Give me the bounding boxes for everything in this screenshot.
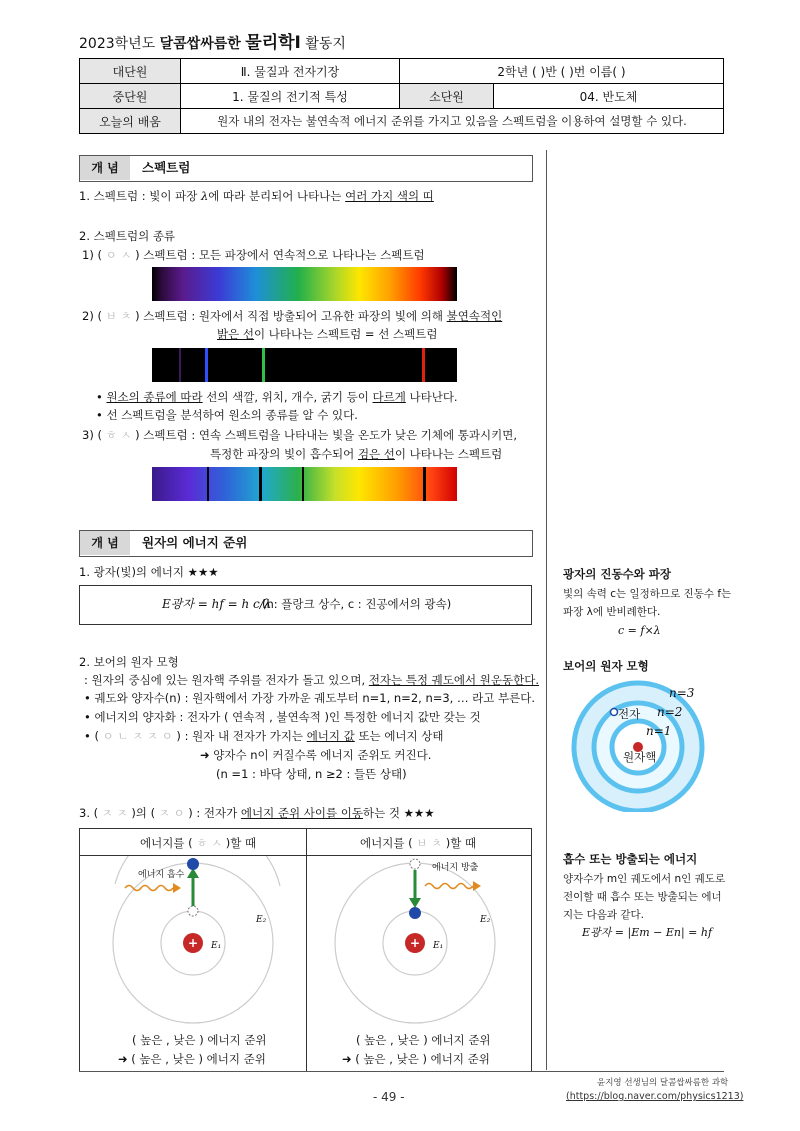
photon-energy-heading: 1. 광자(빛)의 에너지 ★★★ bbox=[79, 565, 219, 579]
goal-value: 원자 내의 전자는 불연속적 에너지 준위를 가지고 있음을 스펙트럼을 이용하여 설명할 수 있다. bbox=[181, 109, 724, 134]
transition-arrowhead bbox=[409, 898, 421, 908]
continuous-spectrum-image bbox=[152, 267, 457, 301]
emission-line bbox=[422, 348, 425, 382]
electron-old-position bbox=[188, 906, 198, 916]
side-title-photon: 광자의 진동수와 파장 bbox=[563, 567, 671, 581]
footer-rule bbox=[79, 1071, 724, 1072]
credit-link[interactable]: (https://blog.naver.com/physics1213) bbox=[566, 1091, 744, 1102]
unit-value: Ⅱ. 물질과 전자기장 bbox=[181, 59, 400, 84]
bohr-line-1: : 원자의 중심에 있는 원자핵 주위를 전자가 돌고 있으며, 전자는 특정 궤도에서 원운동한다. bbox=[84, 673, 539, 687]
emit-tag: 에너지 방출 bbox=[432, 863, 479, 873]
bohr-line-6: (n =1 : 바닥 상태, n ≥2 : 들뜬 상태) bbox=[216, 767, 407, 781]
blank-answer[interactable]: ㅇ ㅅ bbox=[105, 248, 132, 262]
name-field[interactable]: 2학년 ( )반 ( )번 이름( ) bbox=[400, 59, 724, 84]
side-title-bohr: 보어의 원자 모형 bbox=[563, 659, 649, 673]
bohr-line-2: • 궤도와 양자수(n) : 원자핵에서 가장 가까운 궤도부터 n=1, n=2, n=3, … 라고 부른다. bbox=[84, 691, 536, 705]
electron bbox=[187, 858, 199, 870]
continuous-spectrum-text: 1) ( ㅇ ㅅ ) 스펙트럼 : 모든 파장에서 연속적으로 나타나는 스펙트럼 bbox=[82, 248, 425, 262]
concept-badge: 개 념 bbox=[80, 531, 130, 555]
side-formula-3: E광자 = |Em − En| = hf bbox=[582, 926, 713, 939]
lesson-value: 04. 반도체 bbox=[494, 84, 724, 109]
orbit-label-e1: E₁ bbox=[211, 941, 222, 951]
orbit-label-e2: E₂ bbox=[256, 915, 267, 925]
emission-line bbox=[262, 348, 265, 382]
photon-wave bbox=[425, 884, 473, 889]
subunit-label: 중단원 bbox=[80, 84, 181, 109]
emission-spectrum-image bbox=[152, 348, 457, 382]
photon-arrowhead bbox=[473, 881, 481, 891]
absorption-spectrum-text: 3) ( ㅎ ㅅ ) 스펙트럼 : 연속 스펙트럼을 나타내는 빛을 온도가 낮은 기체에 통과시키면, bbox=[82, 428, 517, 442]
emission-diagram bbox=[307, 856, 530, 1026]
orbit-label-e1: E₁ bbox=[433, 941, 444, 951]
label-electron: 전자 bbox=[618, 707, 641, 721]
blank-answer[interactable]: ㅈ ㅈ bbox=[101, 806, 128, 820]
blank-answer[interactable]: ㅇ ㄴ ㅈ ㅈ ㅇ bbox=[102, 729, 173, 743]
label-n1: n=1 bbox=[646, 724, 672, 738]
svg-text:+: + bbox=[410, 936, 421, 950]
bohr-line-3: • 에너지의 양자화 : 전자가 ( 연속적 , 불연속적 )인 특정한 에너지 값만 갖는 것 bbox=[84, 710, 481, 724]
blank-answer[interactable]: ㅎ ㅅ bbox=[105, 428, 132, 442]
absorb-answer-1[interactable]: ( 높은 , 낮은 ) 에너지 준위 bbox=[132, 1033, 267, 1047]
absorption-diagram bbox=[80, 856, 306, 1026]
bohr-model-diagram bbox=[570, 680, 720, 812]
absorption-line bbox=[302, 467, 304, 501]
photon-energy-formula: E광자 = hf = h c/λ bbox=[162, 597, 272, 611]
concept-title: 원자의 에너지 준위 bbox=[142, 535, 248, 550]
bohr-line-4: • ( ㅇ ㄴ ㅈ ㅈ ㅇ ) : 원자 내 전자가 가지는 에너지 값 또는 에너지 상태 bbox=[84, 729, 444, 743]
side-title-transition: 흡수 또는 방출되는 에너지 bbox=[563, 852, 698, 866]
subunit-value: 1. 물질의 전기적 특성 bbox=[181, 84, 400, 109]
absorb-tag: 에너지 흡수 bbox=[138, 870, 185, 880]
label-nucleus: 원자핵 bbox=[623, 750, 657, 764]
side-text-3a: 양자수가 m인 궤도에서 n인 궤도로 bbox=[563, 873, 726, 885]
concept-title: 스펙트럼 bbox=[142, 160, 191, 175]
lesson-label: 소단원 bbox=[400, 84, 494, 109]
column-divider bbox=[546, 150, 547, 1070]
emit-answer-2[interactable]: ➜ ( 높은 , 낮은 ) 에너지 준위 bbox=[342, 1052, 490, 1066]
electron bbox=[611, 709, 618, 716]
bohr-line-5: ➜ 양자수 n이 커질수록 에너지 준위도 커진다. bbox=[200, 748, 432, 762]
page-number: - 49 - bbox=[373, 1090, 405, 1104]
side-text-1b: 파장 λ에 반비례한다. bbox=[563, 606, 661, 618]
label-n3: n=3 bbox=[669, 686, 695, 700]
absorption-line bbox=[207, 467, 209, 501]
blank-answer[interactable]: ㅎ ㅅ bbox=[196, 836, 223, 850]
electron bbox=[409, 907, 421, 919]
emission-line bbox=[179, 348, 181, 382]
emit-answer-1[interactable]: ( 높은 , 낮은 ) 에너지 준위 bbox=[356, 1033, 491, 1047]
absorb-panel-title: 에너지를 ( ㅎ ㅅ )할 때 bbox=[140, 836, 257, 850]
bohr-heading: 2. 보어의 원자 모형 bbox=[79, 655, 179, 669]
orbit-label-e2: E₂ bbox=[480, 915, 491, 925]
absorption-line bbox=[259, 467, 262, 501]
photon-wave bbox=[125, 886, 173, 891]
transition-heading: 3. ( ㅈ ㅈ )의 ( ㅈ ㅇ ) : 전자가 에너지 준위 사이를 이동하는 것 ★★★ bbox=[79, 806, 435, 820]
worksheet-title: 2023학년도 달콤쌉싸름한 물리학Ⅰ 활동지 bbox=[79, 33, 346, 53]
side-formula-1: c = f×λ bbox=[618, 624, 661, 637]
bullet-analysis: • 선 스펙트럼을 분석하여 원소의 종류를 알 수 있다. bbox=[96, 408, 358, 422]
photon-energy-note: (h: 플랑크 상수, c : 진공에서의 광속) bbox=[262, 597, 452, 611]
side-text-3c: 지는 다음과 같다. bbox=[563, 909, 645, 921]
concept-badge: 개 념 bbox=[80, 156, 130, 180]
spectrum-types-heading: 2. 스펙트럼의 종류 bbox=[79, 229, 176, 243]
emit-panel-title: 에너지를 ( ㅂ ㅊ )할 때 bbox=[360, 836, 477, 850]
absorption-spectrum-image bbox=[152, 467, 457, 501]
blank-answer[interactable]: ㅂ ㅊ bbox=[416, 836, 443, 850]
absorption-spectrum-text-2: 특정한 파장의 빛이 흡수되어 검은 선이 나타나는 스펙트럼 bbox=[210, 447, 503, 461]
photon-arrowhead bbox=[173, 883, 181, 893]
emission-line bbox=[205, 348, 208, 382]
absorption-line bbox=[423, 467, 426, 501]
blank-answer[interactable]: ㅂ ㅊ bbox=[105, 309, 132, 323]
label-n2: n=2 bbox=[657, 705, 683, 719]
emission-spectrum-text-2: 밝은 선이 나타나는 스펙트럼 = 선 스펙트럼 bbox=[217, 327, 438, 341]
bullet-element-lines: • 원소의 종류에 따라 선의 색깔, 위치, 개수, 굵기 등이 다르게 나타난다. bbox=[96, 390, 458, 404]
blank-answer[interactable]: ㅈ ㅇ bbox=[158, 806, 185, 820]
electron-old-position bbox=[410, 859, 420, 869]
credit-author: 윤지영 선생님의 달콤쌉싸름한 과학 bbox=[597, 1078, 729, 1088]
info-table bbox=[79, 58, 724, 134]
svg-text:+: + bbox=[188, 936, 199, 950]
side-text-3b: 전이할 때 흡수 또는 방출되는 에너 bbox=[563, 891, 722, 903]
emission-spectrum-text: 2) ( ㅂ ㅊ ) 스펙트럼 : 원자에서 직접 방출되어 고유한 파장의 빛에 의해 불연속적인 bbox=[82, 309, 503, 323]
unit-label: 대단원 bbox=[80, 59, 181, 84]
absorb-answer-2[interactable]: ➜ ( 높은 , 낮은 ) 에너지 준위 bbox=[118, 1052, 266, 1066]
spectrum-definition: 1. 스펙트럼 : 빛이 파장 λ에 따라 분리되어 나타나는 여러 가지 색의 띠 bbox=[79, 189, 434, 203]
goal-label: 오늘의 배움 bbox=[80, 109, 181, 134]
side-text-1a: 빛의 속력 c는 일정하므로 진동수 f는 bbox=[563, 588, 732, 600]
